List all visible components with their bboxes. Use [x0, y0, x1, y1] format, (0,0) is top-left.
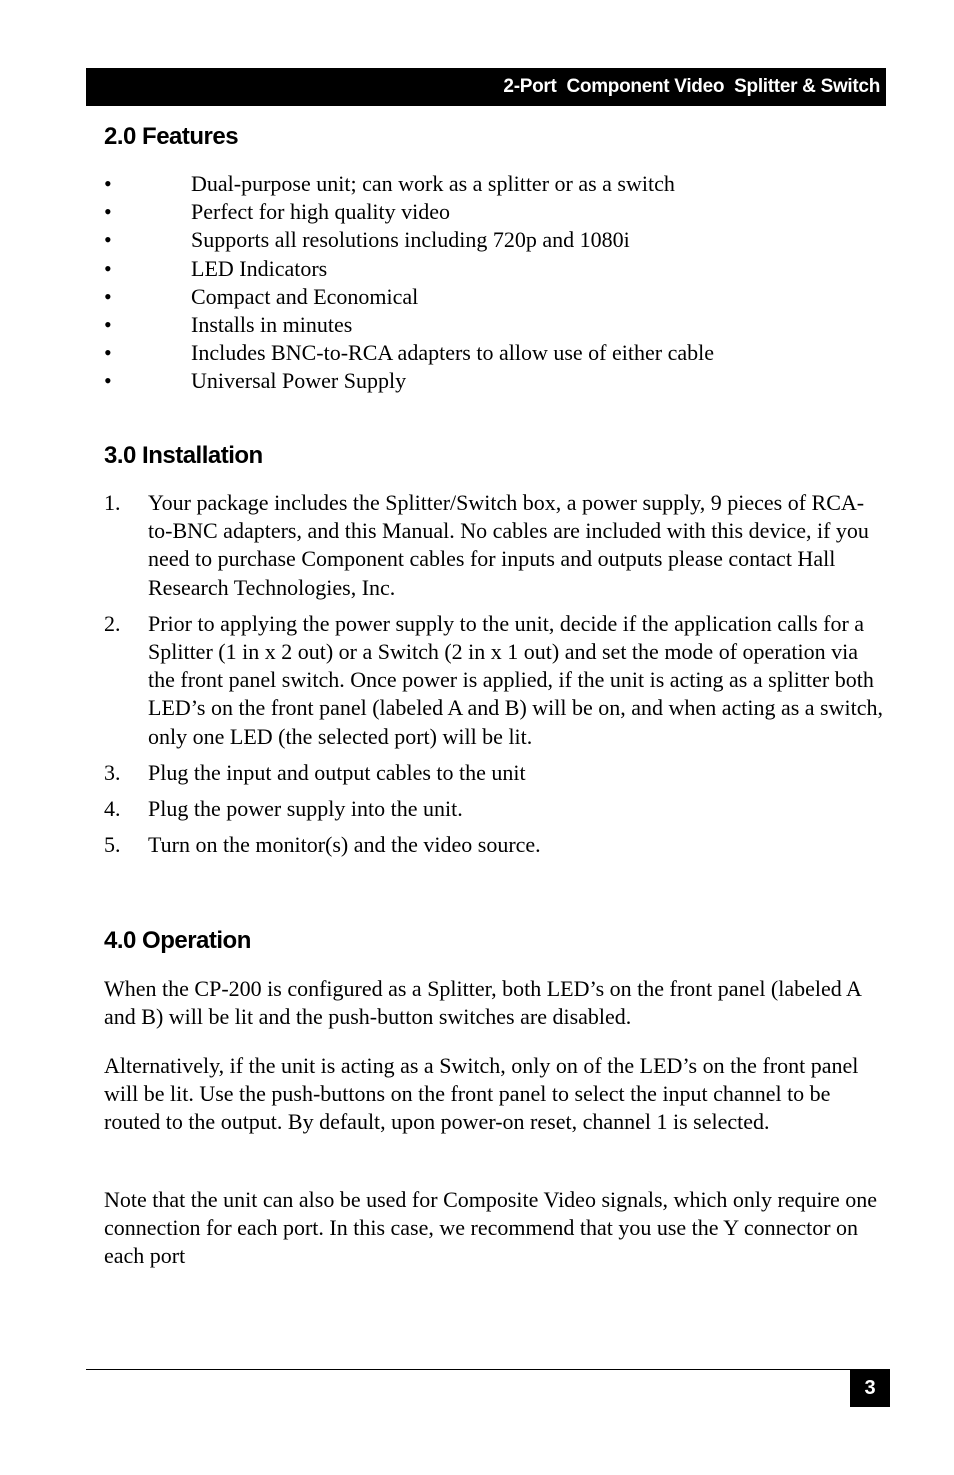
step-number: 5.: [104, 832, 121, 858]
step-number: 4.: [104, 796, 121, 822]
list-item: • Compact and Economical: [104, 283, 714, 311]
operation-paragraph: Note that the unit can also be used for Composite Video signals, which only require one connection for each port. In this case, we recommend that you use the Y connector on each port: [104, 1187, 877, 1269]
list-item: 3. Plug the input and output cables to the unit: [104, 759, 886, 787]
bullet: •: [104, 368, 112, 394]
step-number: 3.: [104, 759, 121, 785]
footer-rule: [86, 1369, 850, 1370]
list-item: • Installs in minutes: [104, 311, 714, 339]
bullet: •: [104, 255, 112, 281]
bullet: •: [104, 340, 112, 366]
list-item: 1. Your package includes the Splitter/Switch box, a power supply, 9 pieces of RCA-to-BNC adapters, and this Manual. No cables are included with this device, if you need to purchase Component cables for inputs and outputs please contact Hall Research Technologies, Inc.: [104, 490, 869, 600]
operation-paragraph: Alternatively, if the unit is acting as a Switch, only on of the LED’s on the front panel will be lit. Use the push-buttons on the front panel to select the input channel to be routed to the output. By default, upon power-on reset, channel 1 is selected.: [104, 1053, 859, 1135]
page-number-box: [850, 1369, 890, 1407]
list-item: • Dual-purpose unit; can work as a splitter or as a switch: [104, 170, 714, 198]
page-number: 3: [864, 1376, 876, 1399]
bullet: •: [104, 227, 112, 253]
bullet: •: [104, 171, 112, 196]
bullet: •: [104, 312, 112, 338]
bullet: •: [104, 283, 112, 309]
header-title: 2-Port Component Video Splitter & Switch: [503, 76, 880, 97]
bullet: •: [104, 199, 112, 225]
page-header: [86, 68, 886, 106]
list-item: 2. Prior to applying the power supply to the unit, decide if the application calls for a Splitter (1 in x 2 out) or a Switch (2 in x 1 out) and set the mode of operation via the front panel switch. Once power is applied, if the unit is acting as a splitter both LED’s on the front panel (labeled A and B) will be on, and when acting as a switch, only one LED (the selected port) will be lit.: [104, 610, 883, 749]
features-heading: 2.0 Features: [104, 123, 239, 150]
list-item: • Includes BNC-to-RCA adapters to allow use of either cable: [104, 339, 714, 367]
list-item: • LED Indicators: [104, 255, 714, 283]
installation-heading: 3.0 Installation: [104, 442, 263, 469]
step-number: 1.: [104, 490, 121, 515]
list-item: • Perfect for high quality video: [104, 198, 714, 226]
operation-paragraph: When the CP-200 is configured as a Splitter, both LED’s on the front panel (labeled A and B) will be lit and the push-button switches are disabled.: [104, 976, 861, 1030]
step-number: 2.: [104, 610, 121, 636]
list-item: 5. Turn on the monitor(s) and the video source.: [104, 831, 886, 859]
list-item: • Universal Power Supply: [104, 367, 714, 395]
operation-heading: 4.0 Operation: [104, 927, 251, 954]
list-item: • Supports all resolutions including 720p and 1080i: [104, 226, 714, 254]
installation-steps: [104, 489, 886, 867]
features-list: [104, 170, 714, 396]
list-item: 4. Plug the power supply into the unit.: [104, 795, 886, 823]
